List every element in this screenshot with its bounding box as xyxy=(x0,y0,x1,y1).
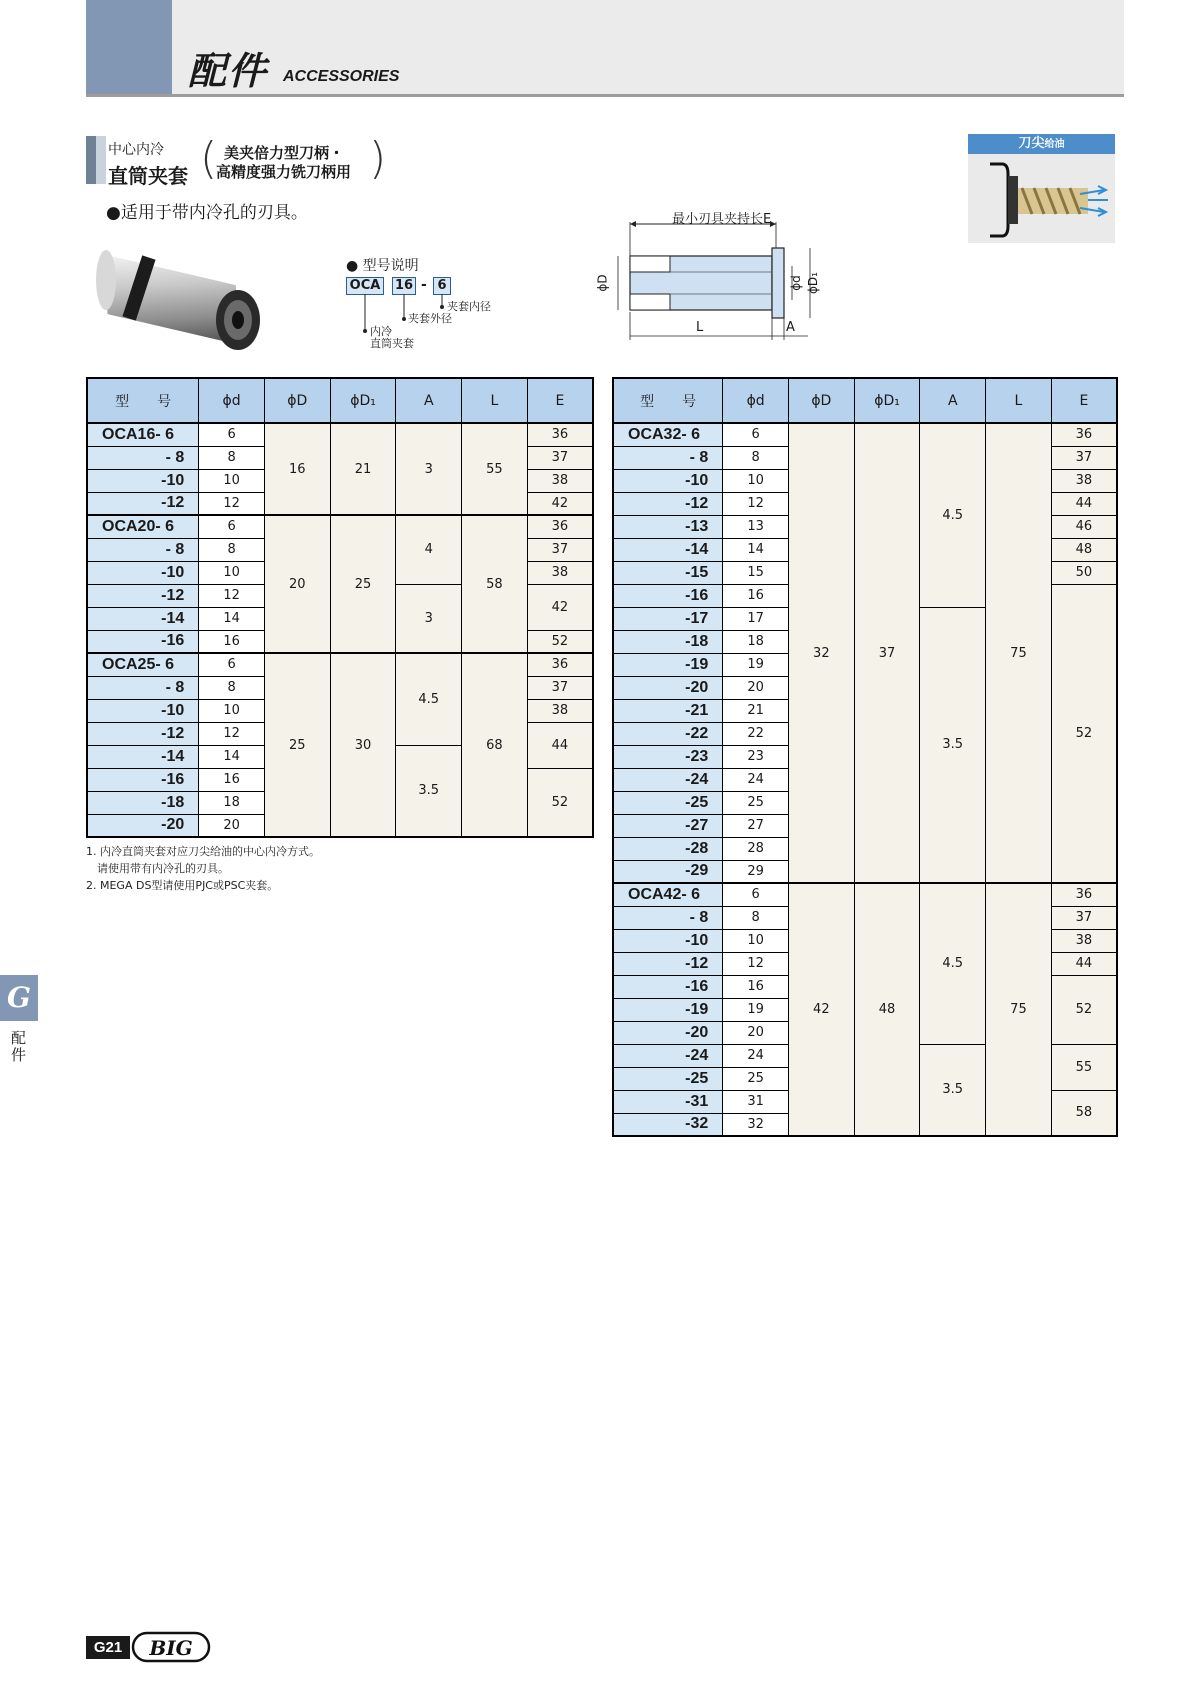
model-cell: -10 xyxy=(613,929,723,952)
model-cell: - 8 xyxy=(87,676,199,699)
phi-d-cell: 17 xyxy=(723,607,789,630)
table-row xyxy=(87,515,593,538)
L-cell: 75 xyxy=(986,423,1052,883)
model-cell: OCA42- 6 xyxy=(613,883,723,906)
E-cell: 42 xyxy=(527,492,593,515)
model-cell: -22 xyxy=(613,722,723,745)
model-cell: -10 xyxy=(87,699,199,722)
phi-d-cell: 20 xyxy=(199,814,265,837)
phi-d-cell: 18 xyxy=(723,630,789,653)
big-logo xyxy=(131,1631,211,1663)
phi-d-cell: 10 xyxy=(199,469,265,492)
model-explanation-title: ● 型号说明 xyxy=(346,258,419,274)
phi-d-cell: 12 xyxy=(723,952,789,975)
label-outer-diameter: 夹套外径 xyxy=(408,312,452,325)
phi-D1-cell: 21 xyxy=(330,423,396,515)
model-cell: -21 xyxy=(613,699,723,722)
col-phi-D: ϕD xyxy=(264,378,330,423)
phi-D-cell: 16 xyxy=(264,423,330,515)
E-cell: 48 xyxy=(1051,538,1117,561)
phi-D-cell: 32 xyxy=(788,423,854,883)
phi-d-cell: 10 xyxy=(199,561,265,584)
phi-d-cell: 10 xyxy=(199,699,265,722)
A-cell: 3.5 xyxy=(920,1044,986,1136)
model-cell: -12 xyxy=(613,952,723,975)
close-paren: ) xyxy=(369,133,387,184)
E-cell: 52 xyxy=(1051,584,1117,883)
label-type-line1: 内冷 xyxy=(370,325,392,338)
phi-d-cell: 19 xyxy=(723,998,789,1021)
col-L: L xyxy=(462,378,528,423)
section-small-label: 中心内冷 xyxy=(108,142,164,158)
phi-d-cell: 20 xyxy=(723,676,789,699)
col-E: E xyxy=(1051,378,1117,423)
phi-d-cell: 29 xyxy=(723,860,789,883)
col-A: A xyxy=(920,378,986,423)
badge-small-text: 给油 xyxy=(1044,139,1065,150)
brand-text: BIG xyxy=(149,1636,193,1660)
E-cell: 37 xyxy=(1051,446,1117,469)
model-cell: -18 xyxy=(613,630,723,653)
phi-D-cell: 25 xyxy=(264,653,330,837)
footnote-2: 2. MEGA DS型请使用PJC或PSC夹套。 xyxy=(86,879,279,892)
drawing-phi-d: ϕd xyxy=(788,275,803,291)
model-cell: OCA25- 6 xyxy=(87,653,199,676)
phi-d-cell: 16 xyxy=(199,630,265,653)
phi-d-cell: 12 xyxy=(199,584,265,607)
drawing-e-label: 最小刃具夹持长E xyxy=(672,212,772,227)
chapter-tab[interactable]: G xyxy=(0,975,38,1021)
section-marker-light xyxy=(96,136,106,184)
model-code-part3: 6 xyxy=(433,277,451,295)
E-cell: 36 xyxy=(527,423,593,446)
drawing-phi-D1: ϕD₁ xyxy=(805,272,820,294)
phi-d-cell: 24 xyxy=(723,768,789,791)
phi-d-cell: 16 xyxy=(723,584,789,607)
model-cell: - 8 xyxy=(613,906,723,929)
model-cell: -32 xyxy=(613,1113,723,1136)
E-cell: 44 xyxy=(1051,952,1117,975)
model-cell: -20 xyxy=(613,1021,723,1044)
model-cell: -16 xyxy=(613,975,723,998)
phi-d-cell: 8 xyxy=(723,446,789,469)
section-note-line2: 高精度强力铣刀柄用 xyxy=(216,163,352,181)
model-cell: -10 xyxy=(87,561,199,584)
page-subtitle: ACCESSORIES xyxy=(283,68,400,85)
phi-D1-cell: 30 xyxy=(330,653,396,837)
phi-d-cell: 23 xyxy=(723,745,789,768)
phi-d-cell: 32 xyxy=(723,1113,789,1136)
model-cell: -29 xyxy=(613,860,723,883)
spec-table-right xyxy=(612,377,1118,1137)
feature-bullet: ●适用于带内冷孔的刃具。 xyxy=(106,203,308,223)
model-code-part2: 16 xyxy=(392,277,416,295)
model-cell: -23 xyxy=(613,745,723,768)
table-row xyxy=(613,883,1117,906)
label-type-line2: 直筒夹套 xyxy=(370,337,414,350)
A-cell: 3 xyxy=(396,584,462,653)
model-code-part1: OCA xyxy=(346,277,384,295)
col-L: L xyxy=(986,378,1052,423)
E-cell: 44 xyxy=(527,722,593,768)
A-cell: 3.5 xyxy=(396,745,462,837)
col-model: 型 号 xyxy=(87,378,199,423)
model-cell: -14 xyxy=(87,745,199,768)
L-cell: 68 xyxy=(462,653,528,837)
phi-d-cell: 12 xyxy=(199,492,265,515)
header-color-block xyxy=(86,0,172,96)
model-cell: -13 xyxy=(613,515,723,538)
model-cell: OCA16- 6 xyxy=(87,423,199,446)
col-E: E xyxy=(527,378,593,423)
section-title: 直筒夹套 xyxy=(108,164,188,188)
phi-d-cell: 6 xyxy=(199,515,265,538)
model-cell: -12 xyxy=(613,492,723,515)
E-cell: 36 xyxy=(1051,883,1117,906)
E-cell: 38 xyxy=(1051,469,1117,492)
model-cell: -14 xyxy=(87,607,199,630)
model-cell: -16 xyxy=(613,584,723,607)
E-cell: 38 xyxy=(527,699,593,722)
model-code-separator: - xyxy=(421,277,427,293)
model-cell: -28 xyxy=(613,837,723,860)
E-cell: 44 xyxy=(1051,492,1117,515)
model-cell: -31 xyxy=(613,1090,723,1113)
phi-d-cell: 10 xyxy=(723,469,789,492)
phi-d-cell: 28 xyxy=(723,837,789,860)
model-cell: OCA32- 6 xyxy=(613,423,723,446)
phi-d-cell: 27 xyxy=(723,814,789,837)
phi-d-cell: 25 xyxy=(723,791,789,814)
col-phi-d: ϕd xyxy=(199,378,265,423)
model-cell: -25 xyxy=(613,791,723,814)
section-marker xyxy=(86,136,96,184)
phi-d-cell: 14 xyxy=(199,607,265,630)
model-cell: -18 xyxy=(87,791,199,814)
E-cell: 52 xyxy=(527,630,593,653)
phi-d-cell: 12 xyxy=(723,492,789,515)
phi-d-cell: 14 xyxy=(723,538,789,561)
phi-d-cell: 16 xyxy=(199,768,265,791)
L-cell: 75 xyxy=(986,883,1052,1136)
phi-d-cell: 31 xyxy=(723,1090,789,1113)
model-cell: -19 xyxy=(613,653,723,676)
model-cell: -20 xyxy=(613,676,723,699)
A-cell: 4.5 xyxy=(920,883,986,1044)
phi-d-cell: 6 xyxy=(199,653,265,676)
footnote-1: 1. 内冷直筒夹套对应刀尖给油的中心内冷方式。 xyxy=(86,845,320,858)
phi-D-cell: 42 xyxy=(788,883,854,1136)
col-phi-D1: ϕD₁ xyxy=(854,378,920,423)
phi-d-cell: 10 xyxy=(723,929,789,952)
table-header-row xyxy=(613,378,1117,423)
A-cell: 4.5 xyxy=(396,653,462,745)
model-cell: -24 xyxy=(613,768,723,791)
phi-d-cell: 8 xyxy=(723,906,789,929)
phi-d-cell: 8 xyxy=(199,538,265,561)
model-cell: -15 xyxy=(613,561,723,584)
phi-d-cell: 6 xyxy=(199,423,265,446)
model-cell: OCA20- 6 xyxy=(87,515,199,538)
phi-d-cell: 12 xyxy=(199,722,265,745)
phi-d-cell: 16 xyxy=(723,975,789,998)
phi-d-cell: 13 xyxy=(723,515,789,538)
E-cell: 58 xyxy=(1051,1090,1117,1136)
E-cell: 50 xyxy=(1051,561,1117,584)
table-row xyxy=(87,653,593,676)
label-inner-diameter: 夹套内径 xyxy=(447,300,491,313)
col-phi-D1: ϕD₁ xyxy=(330,378,396,423)
col-A: A xyxy=(396,378,462,423)
page-title: 配件 xyxy=(188,49,269,93)
model-cell: -24 xyxy=(613,1044,723,1067)
E-cell: 38 xyxy=(527,561,593,584)
E-cell: 37 xyxy=(527,446,593,469)
phi-d-cell: 19 xyxy=(723,653,789,676)
phi-d-cell: 15 xyxy=(723,561,789,584)
tip-coolant-badge xyxy=(968,134,1115,243)
E-cell: 38 xyxy=(1051,929,1117,952)
open-paren: ( xyxy=(200,133,218,184)
drawing-phi-D: ϕD xyxy=(595,274,610,292)
collet-photo xyxy=(96,230,266,356)
table-header-row xyxy=(87,378,593,423)
model-cell: -20 xyxy=(87,814,199,837)
phi-d-cell: 8 xyxy=(199,446,265,469)
chapter-tab-label: 配件 xyxy=(11,1029,27,1064)
page-number: G21 xyxy=(86,1636,130,1659)
drawing-A-label: A xyxy=(786,320,795,335)
phi-d-cell: 24 xyxy=(723,1044,789,1067)
phi-d-cell: 20 xyxy=(723,1021,789,1044)
E-cell: 46 xyxy=(1051,515,1117,538)
model-cell: -14 xyxy=(613,538,723,561)
phi-d-cell: 22 xyxy=(723,722,789,745)
endmill-coolant-icon xyxy=(968,134,1115,243)
col-phi-d: ϕd xyxy=(723,378,789,423)
model-cell: -10 xyxy=(613,469,723,492)
E-cell: 52 xyxy=(527,768,593,837)
E-cell: 36 xyxy=(527,653,593,676)
model-cell: - 8 xyxy=(613,446,723,469)
phi-d-cell: 25 xyxy=(723,1067,789,1090)
model-cell: -10 xyxy=(87,469,199,492)
A-cell: 3.5 xyxy=(920,607,986,883)
E-cell: 42 xyxy=(527,584,593,630)
phi-D1-cell: 25 xyxy=(330,515,396,653)
phi-d-cell: 21 xyxy=(723,699,789,722)
E-cell: 52 xyxy=(1051,975,1117,1044)
model-cell: -12 xyxy=(87,492,199,515)
E-cell: 38 xyxy=(527,469,593,492)
table-row xyxy=(613,423,1117,446)
model-cell: - 8 xyxy=(87,446,199,469)
col-phi-D: ϕD xyxy=(788,378,854,423)
model-cell: -17 xyxy=(613,607,723,630)
phi-d-cell: 6 xyxy=(723,423,789,446)
L-cell: 58 xyxy=(462,515,528,653)
phi-D1-cell: 48 xyxy=(854,883,920,1136)
model-cell: - 8 xyxy=(87,538,199,561)
table-row xyxy=(87,423,593,446)
model-cell: -12 xyxy=(87,584,199,607)
E-cell: 37 xyxy=(1051,906,1117,929)
spec-table-left xyxy=(86,377,594,838)
phi-d-cell: 14 xyxy=(199,745,265,768)
E-cell: 37 xyxy=(527,676,593,699)
E-cell: 36 xyxy=(1051,423,1117,446)
phi-D-cell: 20 xyxy=(264,515,330,653)
section-note-line1: 美夹倍力型刀柄・ xyxy=(224,144,345,162)
E-cell: 37 xyxy=(527,538,593,561)
L-cell: 55 xyxy=(462,423,528,515)
E-cell: 36 xyxy=(527,515,593,538)
A-cell: 4.5 xyxy=(920,423,986,607)
badge-main-text: 刀尖 xyxy=(1018,136,1045,151)
model-cell: -12 xyxy=(87,722,199,745)
model-cell: -16 xyxy=(87,768,199,791)
E-cell: 55 xyxy=(1051,1044,1117,1090)
A-cell: 3 xyxy=(396,423,462,515)
col-model: 型 号 xyxy=(613,378,723,423)
drawing-L-label: L xyxy=(696,320,704,335)
model-cell: -16 xyxy=(87,630,199,653)
phi-d-cell: 8 xyxy=(199,676,265,699)
footnote-1b: 请使用带有内冷孔的刃具。 xyxy=(86,862,229,875)
phi-d-cell: 6 xyxy=(723,883,789,906)
model-cell: -27 xyxy=(613,814,723,837)
phi-d-cell: 18 xyxy=(199,791,265,814)
phi-D1-cell: 37 xyxy=(854,423,920,883)
model-cell: -25 xyxy=(613,1067,723,1090)
model-cell: -19 xyxy=(613,998,723,1021)
A-cell: 4 xyxy=(396,515,462,584)
